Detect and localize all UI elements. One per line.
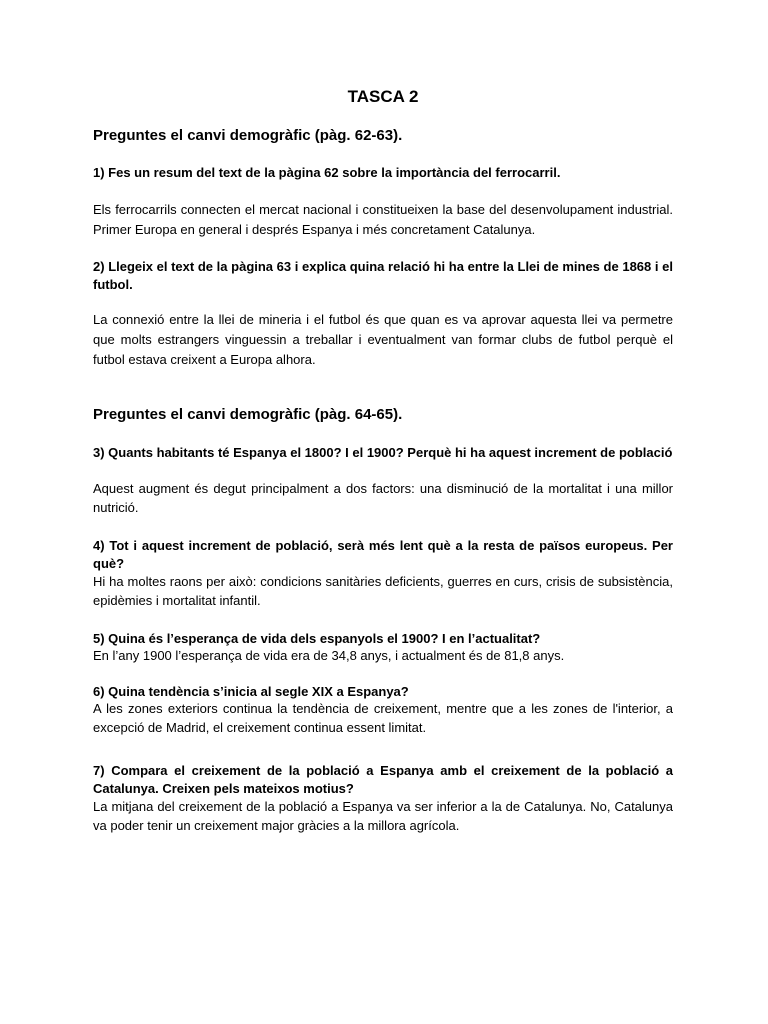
- question-4: 4) Tot i aquest increment de població, serà més lent què a la resta de països europeus. Per què?: [93, 538, 673, 571]
- answer-1: Els ferrocarrils connecten el mercat nacional i constitueixen la base del desenvolupament industrial. Primer Europa en general i després Espanya i més concretament Catalunya.: [93, 202, 673, 237]
- question-1: 1) Fes un resum del text de la pàgina 62 sobre la importància del ferrocarril.: [93, 165, 561, 180]
- answer-3: Aquest augment és degut principalment a dos factors: una disminució de la mortalitat i una millor nutrició.: [93, 481, 673, 515]
- page-title: TASCA 2: [347, 87, 419, 106]
- section-heading-62-63: Preguntes el canvi demogràfic (pàg. 62-63).: [93, 127, 403, 144]
- answer-7: La mitjana del creixement de la població a Espanya va ser inferior a la de Catalunya. No, Catalunya va poder tenir un creixement major gràcies a la millora agrícola.: [93, 799, 673, 833]
- question-6: 6) Quina tendència s’inicia al segle XIX a Espanya?: [93, 684, 409, 699]
- question-2: 2) Llegeix el text de la pàgina 63 i explica quina relació hi ha entre la Llei de mines de 1868 i el futbol.: [93, 259, 673, 292]
- answer-2: La connexió entre la llei de mineria i el futbol és que quan es va aprovar aquesta llei va permetre que molts estrangers vinguessin a treballar i eventualment van formar clubs de futbol perquè el futbol estava creixent a Europa alhora.: [93, 312, 673, 367]
- question-5: 5) Quina és l’esperança de vida dels espanyols el 1900? I en l’actualitat?: [93, 631, 541, 646]
- answer-5: En l’any 1900 l’esperança de vida era de 34,8 anys, i actualment és de 81,8 anys.: [93, 648, 565, 663]
- answer-4: Hi ha moltes raons per això: condicions sanitàries deficients, guerres en curs, crisis de subsistència, epidèmies i mortalitat infantil.: [93, 574, 673, 608]
- answer-6: A les zones exteriors continua la tendència de creixement, mentre que a les zones de l'interior, a excepció de Madrid, el creixement continua essent limitat.: [93, 701, 673, 735]
- question-7: 7) Compara el creixement de la població a Espanya amb el creixement de la població a Catalunya. Creixen pels mateixos motius?: [93, 763, 673, 796]
- question-3: 3) Quants habitants té Espanya el 1800? I el 1900? Perquè hi ha aquest increment de població: [93, 445, 673, 460]
- section-heading-64-65: Preguntes el canvi demogràfic (pàg. 64-65).: [93, 406, 403, 423]
